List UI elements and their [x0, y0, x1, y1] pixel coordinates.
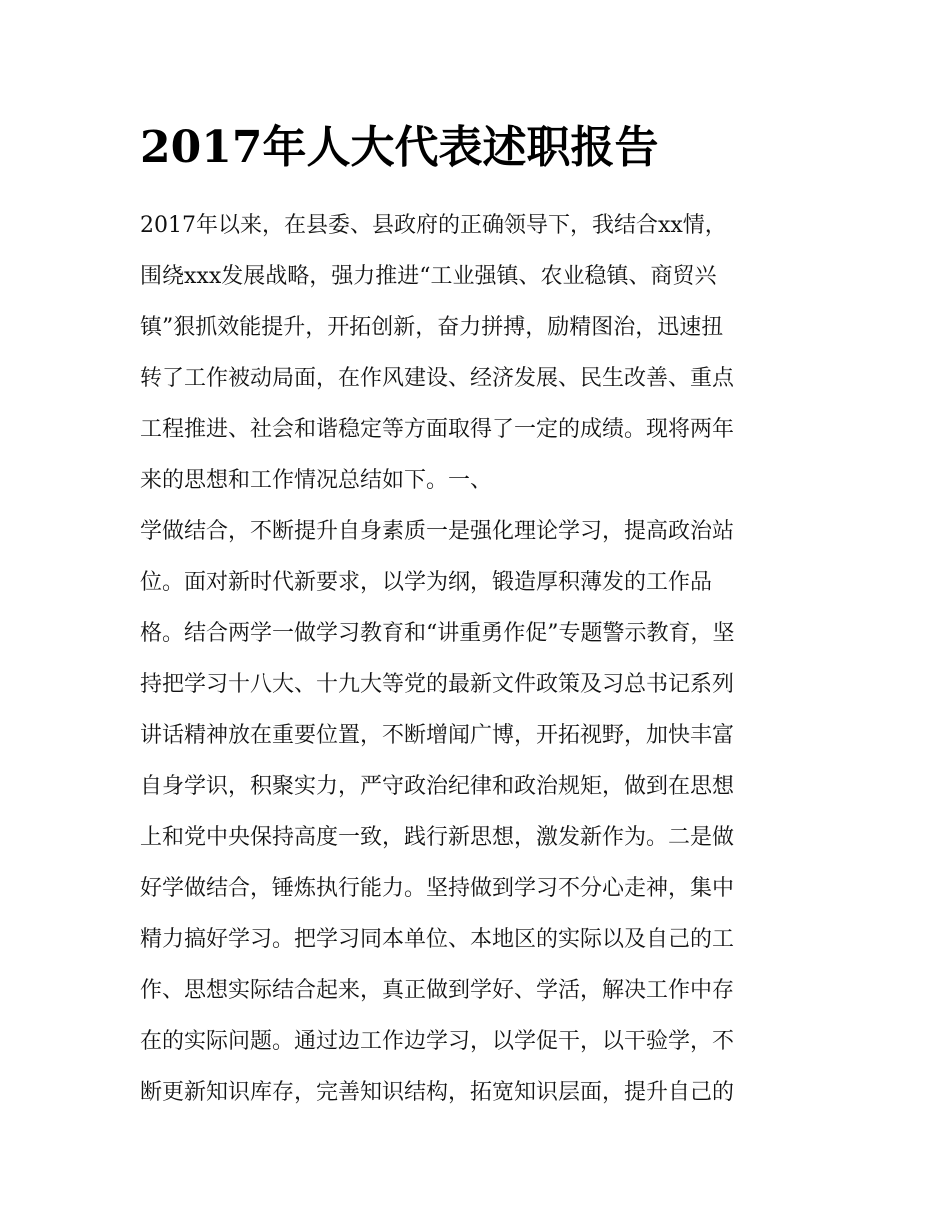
body-line: 作、思想实际结合起来，真正做到学好、学活，解决工作中存 — [140, 978, 735, 1003]
body-line: 工程推进、社会和谐稳定等方面取得了一定的成绩。现将两年 — [140, 417, 735, 442]
body-line: 在的实际问题。通过边工作边学习，以学促干，以干验学，不 — [140, 1029, 735, 1054]
body-line: 精力搞好学习。把学习同本单位、本地区的实际以及自己的工 — [140, 927, 735, 952]
body-line: 转了工作被动局面，在作风建设、经济发展、民生改善、重点 — [140, 366, 735, 391]
document-body — [140, 200, 820, 1118]
body-line: 镇”狠抓效能提升，开拓创新，奋力拼搏，励精图治，迅速扭 — [140, 315, 724, 340]
body-line: 持把学习十八大、十九大等党的最新文件政策及习总书记系列 — [140, 672, 735, 697]
body-line: 格。结合两学一做学习教育和“讲重勇作促”专题警示教育，坚 — [140, 621, 735, 646]
body-line: 2017年以来，在县委、县政府的正确领导下，我结合xx情， — [140, 213, 727, 238]
body-line: 围绕xxx发展战略，强力推进“工业强镇、农业稳镇、商贸兴 — [140, 264, 717, 289]
document-title: 2017年人大代表述职报告 — [140, 122, 659, 173]
body-line: 来的思想和工作情况总结如下。一、 — [140, 468, 493, 493]
body-line: 位。面对新时代新要求，以学为纲，锻造厚积薄发的工作品 — [140, 570, 713, 595]
body-line: 学做结合，不断提升自身素质一是强化理论学习，提高政治站 — [140, 519, 735, 544]
body-line: 讲话精神放在重要位置，不断增闻广博，开拓视野，加快丰富 — [140, 723, 735, 748]
body-line: 好学做结合，锤炼执行能力。坚持做到学习不分心走神，集中 — [140, 876, 735, 901]
body-line: 自身学识，积聚实力，严守政治纪律和政治规矩，做到在思想 — [140, 774, 735, 799]
body-line: 断更新知识库存，完善知识结构，拓宽知识层面，提升自己的 — [140, 1080, 735, 1105]
body-line: 上和党中央保持高度一致，践行新思想，激发新作为。二是做 — [140, 825, 735, 850]
